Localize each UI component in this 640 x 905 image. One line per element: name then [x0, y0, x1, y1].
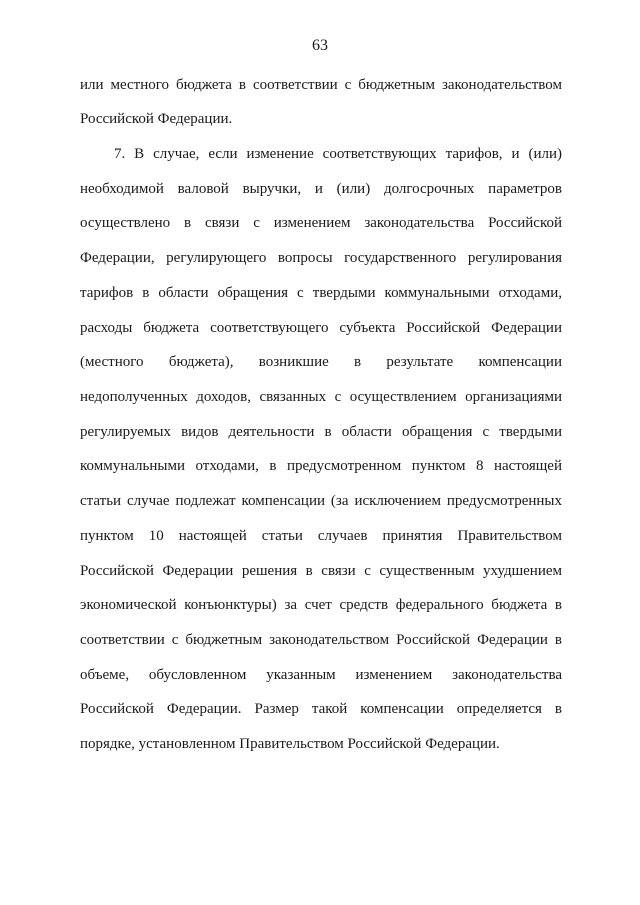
text-line-14: пунктом 10 настоящей статьи случаев принятия Правительством [80, 528, 562, 544]
text-line-11: регулируемых видов деятельности в области обращения с твердыми [80, 424, 562, 440]
text-line-19: Российской Федерации. Размер такой компенсации определяется в [80, 701, 562, 717]
text-line-10: недополученных доходов, связанных с осуществлением организациями [80, 389, 562, 405]
text-line-9: (местного бюджета), возникшие в результате компенсации [80, 354, 562, 370]
text-line-2: Российской Федерации. [80, 111, 233, 127]
text-line-13: статьи случае подлежат компенсации (за исключением предусмотренных [80, 493, 562, 509]
text-line-4: необходимой валовой выручки, и (или) долгосрочных параметров [80, 181, 562, 197]
text-line-1: или местного бюджета в соответствии с бюджетным законодательством [80, 77, 562, 93]
text-line-5: осуществлено в связи с изменением законодательства Российской [80, 215, 562, 231]
text-line-18: объеме, обусловленном указанным изменением законодательства [80, 667, 562, 683]
text-line-17: соответствии с бюджетным законодательством Российской Федерации в [80, 632, 562, 648]
text-line-12: коммунальными отходами, в предусмотренном пунктом 8 настоящей [80, 458, 562, 474]
page-number: 63 [312, 37, 328, 54]
text-line-15: Российской Федерации решения в связи с существенным ухудшением [80, 563, 562, 579]
text-line-8: расходы бюджета соответствующего субъекта Российской Федерации [80, 320, 562, 336]
text-line-6: Федерации, регулирующего вопросы государственного регулирования [80, 250, 562, 266]
text-line-7: тарифов в области обращения с твердыми коммунальными отходами, [80, 285, 562, 301]
text-line-20: порядке, установленном Правительством Российской Федерации. [80, 736, 500, 752]
text-line-16: экономической конъюнктуры) за счет средств федерального бюджета в [80, 597, 562, 613]
text-line-3: 7. В случае, если изменение соответствующих тарифов, и (или) [114, 146, 562, 162]
